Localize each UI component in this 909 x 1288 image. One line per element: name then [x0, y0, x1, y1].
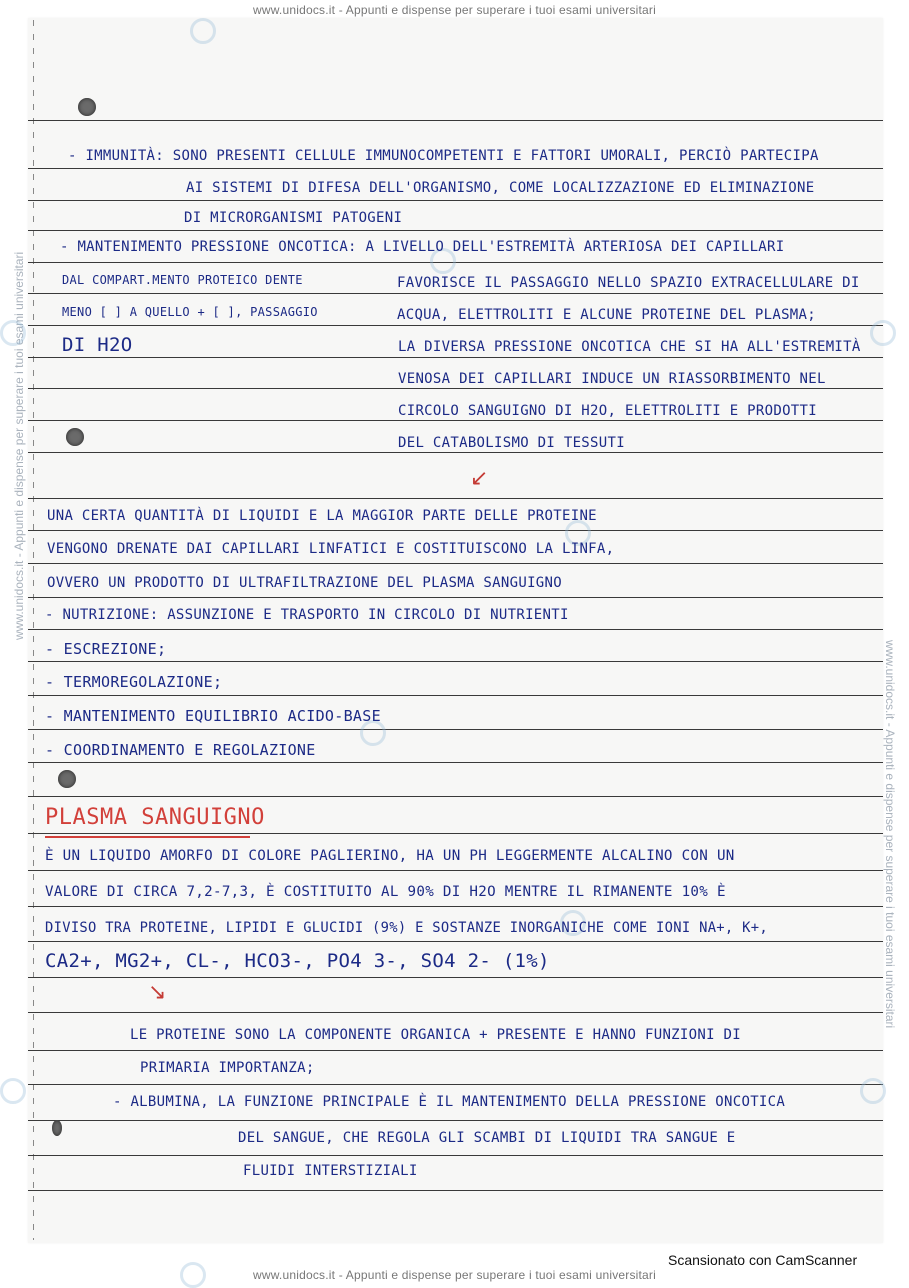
note-termoregolazione: - TERMOREGOLAZIONE;: [45, 673, 223, 691]
note-oncotica-7: DEL CATABOLISMO DI TESSUTI: [398, 435, 625, 451]
ruled-line: [28, 1190, 883, 1191]
note-plasma-3: DIVISO TRA PROTEINE, LIPIDI E GLUCIDI (9%) E SOSTANZE INORGANICHE COME IONI NA+, K+,: [45, 920, 768, 936]
watermark-right: www.unidocs.it - Appunti e dispense per superare i tuoi esami universitari: [883, 640, 897, 1029]
watermark-left: www.unidocs.it - Appunti e dispense per superare i tuoi esami universitari: [12, 251, 26, 640]
ruled-line: [28, 977, 883, 978]
note-plasma-4: CA2+, MG2+, CL-, HCO3-, PO4 3-, SO4 2- (1%): [45, 950, 550, 972]
watermark-logo-icon: [0, 320, 26, 346]
ruled-line: [28, 762, 883, 763]
note-linfa-2: VENGONO DRENATE DAI CAPILLARI LINFATICI E COSTITUISCONO LA LINFA,: [47, 541, 615, 557]
note-linfa-3: OVVERO UN PRODOTTO DI ULTRAFILTRAZIONE DEL PLASMA SANGUIGNO: [47, 575, 562, 591]
watermark-logo-icon: [0, 1078, 26, 1104]
note-oncotica-6: CIRCOLO SANGUIGNO DI H2O, ELETTROLITI E PRODOTTI: [398, 403, 817, 419]
ruled-line: [28, 1155, 883, 1156]
note-oncotica-1: - MANTENIMENTO PRESSIONE ONCOTICA: A LIVELLO DELL'ESTREMITÀ ARTERIOSA DEI CAPILLARI: [60, 239, 785, 255]
note-acido-base: - MANTENIMENTO EQUILIBRIO ACIDO-BASE: [45, 707, 381, 725]
ruled-line: [28, 1012, 883, 1013]
note-immunita-2: AI SISTEMI DI DIFESA DELL'ORGANISMO, COME LOCALIZZAZIONE ED ELIMINAZIONE: [186, 180, 815, 196]
note-immunita-1: - IMMUNITÀ: SONO PRESENTI CELLULE IMMUNOCOMPETENTI E FATTORI UMORALI, PERCIÒ PARTECIPA: [68, 148, 819, 164]
note-oncotica-2: FAVORISCE IL PASSAGGIO NELLO SPAZIO EXTRACELLULARE DI: [397, 275, 860, 291]
ruled-line: [28, 230, 883, 231]
ruled-line: [28, 357, 883, 358]
note-oncotica-left-1: DAL COMPART.MENTO PROTEICO DENTE: [62, 273, 303, 287]
note-albumina-1: - ALBUMINA, LA FUNZIONE PRINCIPALE È IL MANTENIMENTO DELLA PRESSIONE ONCOTICA: [113, 1094, 786, 1110]
note-coordinamento: - COORDINAMENTO E REGOLAZIONE: [45, 741, 316, 759]
note-nutrizione: - NUTRIZIONE: ASSUNZIONE E TRASPORTO IN CIRCOLO DI NUTRIENTI: [45, 607, 569, 623]
ruled-line: [28, 906, 883, 907]
ruled-line: [28, 325, 883, 326]
ruled-line: [28, 796, 883, 797]
ruled-line: [28, 452, 883, 453]
note-oncotica-4: LA DIVERSA PRESSIONE ONCOTICA CHE SI HA ALL'ESTREMITÀ: [398, 339, 861, 355]
ruled-line: [28, 870, 883, 871]
watermark-logo-icon: [860, 1078, 886, 1104]
camscanner-label: Scansionato con CamScanner: [668, 1252, 858, 1268]
ruled-line: [28, 629, 883, 630]
ruled-line: [28, 498, 883, 499]
ruled-line: [28, 388, 883, 389]
note-oncotica-3: ACQUA, ELETTROLITI E ALCUNE PROTEINE DEL PLASMA;: [397, 307, 816, 323]
ruled-line: [28, 597, 883, 598]
section-title-plasma: PLASMA SANGUIGNO: [45, 805, 265, 830]
ruled-line: [28, 941, 883, 942]
arrow-down-right-icon: ↘: [148, 980, 167, 1005]
ruled-line: [28, 420, 883, 421]
ruled-line: [28, 530, 883, 531]
ruled-line: [28, 729, 883, 730]
watermark-logo-icon: [870, 320, 896, 346]
section-title-underline: [45, 836, 250, 838]
note-escrezione: - ESCREZIONE;: [45, 640, 167, 658]
watermark-logo-icon: [180, 1262, 206, 1288]
ruled-line: [28, 168, 883, 169]
punch-hole: [78, 98, 96, 116]
ruled-line: [28, 1050, 883, 1051]
ruled-line: [28, 563, 883, 564]
note-oncotica-5: VENOSA DEI CAPILLARI INDUCE UN RIASSORBIMENTO NEL: [398, 371, 826, 387]
note-immunita-3: DI MICRORGANISMI PATOGENI: [184, 210, 403, 226]
note-albumina-3: FLUIDI INTERSTIZIALI: [243, 1163, 418, 1179]
note-oncotica-left-3: DI H2O: [62, 334, 133, 356]
note-linfa-1: UNA CERTA QUANTITÀ DI LIQUIDI E LA MAGGIOR PARTE DELLE PROTEINE: [47, 508, 597, 524]
watermark-top: www.unidocs.it - Appunti e dispense per superare i tuoi esami universitari: [253, 3, 656, 17]
ruled-line: [28, 695, 883, 696]
note-plasma-1: È UN LIQUIDO AMORFO DI COLORE PAGLIERINO, HA UN PH LEGGERMENTE ALCALINO CON UN: [45, 848, 735, 864]
watermark-logo-icon: [190, 18, 216, 44]
note-proteine-1: LE PROTEINE SONO LA COMPONENTE ORGANICA + PRESENTE E HANNO FUNZIONI DI: [130, 1027, 742, 1043]
ruled-line: [28, 293, 883, 294]
ruled-line: [28, 833, 883, 834]
punch-hole: [52, 1120, 62, 1136]
note-proteine-2: PRIMARIA IMPORTANZA;: [140, 1060, 315, 1076]
ruled-line: [28, 1084, 883, 1085]
ruled-line: [28, 661, 883, 662]
page-margin-line: [33, 20, 34, 1240]
ruled-line: [28, 1120, 883, 1121]
punch-hole: [58, 770, 76, 788]
note-albumina-2: DEL SANGUE, CHE REGOLA GLI SCAMBI DI LIQUIDI TRA SANGUE E: [238, 1130, 736, 1146]
punch-hole: [66, 428, 84, 446]
note-oncotica-left-2: MENO [ ] A QUELLO + [ ], PASSAGGIO: [62, 305, 318, 319]
watermark-bottom: www.unidocs.it - Appunti e dispense per superare i tuoi esami universitari: [253, 1268, 656, 1282]
ruled-line: [28, 120, 883, 121]
note-plasma-2: VALORE DI CIRCA 7,2-7,3, È COSTITUITO AL 90% DI H2O MENTRE IL RIMANENTE 10% È: [45, 884, 726, 900]
ruled-line: [28, 200, 883, 201]
arrow-down-left-icon: ↙: [470, 466, 489, 491]
